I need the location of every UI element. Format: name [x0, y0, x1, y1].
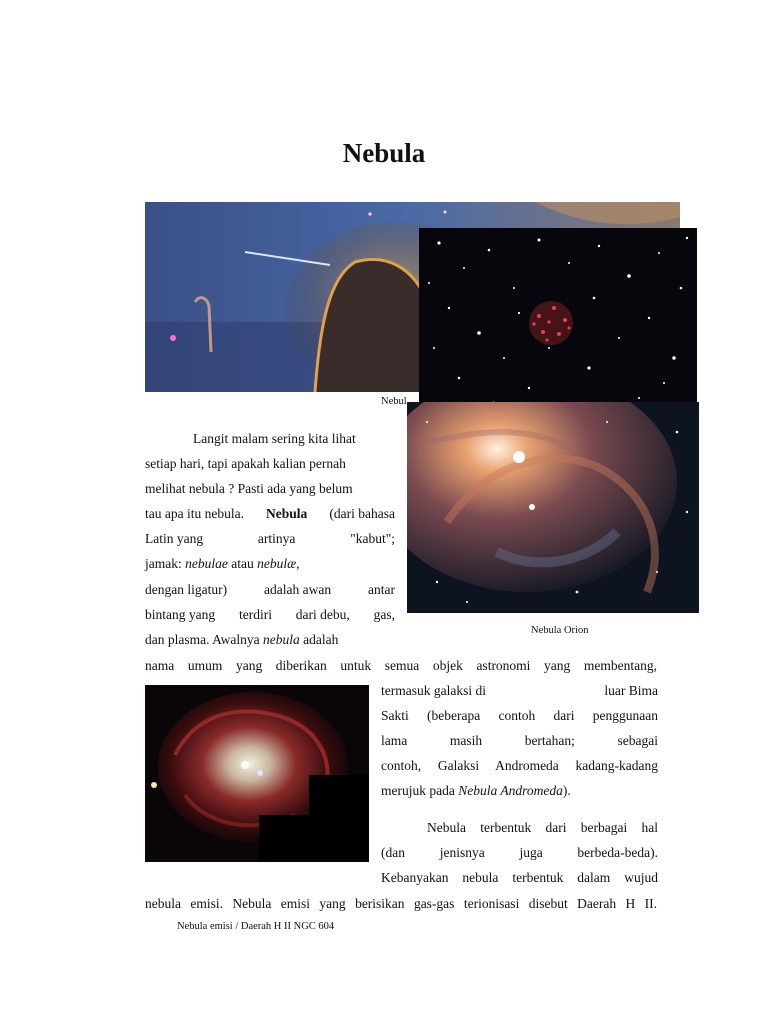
p1-line-6 — [145, 555, 300, 573]
p1-line-10: nama umum yang diberikan untuk semua objek astronomi yang membentang, — [145, 658, 657, 673]
p1-line-5 — [145, 530, 395, 548]
p1-line-6a: jamak: — [145, 556, 182, 571]
p2-line-2d: berbeda-beda). — [577, 845, 658, 860]
p1-line-5a: Latin yang — [145, 531, 204, 546]
orion-caption: Nebula Orion — [531, 625, 589, 636]
p1-line-13a: lama — [381, 733, 408, 748]
p1-line-15c: ). — [562, 783, 571, 798]
p1-line-11 — [381, 682, 658, 700]
p1-line-7c: antar — [368, 582, 395, 597]
p1-line-4a: tau apa itu nebula. — [145, 506, 244, 521]
p1-line-4 — [145, 505, 395, 523]
p1-line-7b: adalah awan — [264, 582, 332, 597]
p1-line-8c: dari debu, — [295, 607, 350, 622]
orion-nebula-image — [407, 402, 699, 613]
p2-line-1: Nebula terbentuk dari berbagai hal — [427, 820, 658, 835]
nebula-italic: nebula — [262, 632, 300, 647]
p1-line-9c: adalah — [303, 632, 339, 647]
p1-line-13 — [381, 732, 658, 750]
top-image-caption: Nebul — [381, 396, 407, 407]
page-title: Nebula — [342, 138, 426, 168]
p1-line-11a: termasuk galaksi di — [381, 683, 486, 698]
p1-line-8d: gas, — [373, 607, 395, 622]
p2-line-2c: juga — [519, 845, 543, 860]
andromeda-italic: Nebula Andromeda — [458, 783, 563, 798]
p2-line-2a: (dan — [381, 845, 405, 860]
p1-line-3: melihat nebula ? Pasti ada yang belum — [145, 481, 353, 496]
p1-line-1 — [193, 430, 395, 448]
p1-line-15a: merujuk pada — [381, 783, 455, 798]
p1-line-8a: bintang yang — [145, 607, 216, 622]
starfield-nebula-image — [419, 228, 697, 416]
p1-line-13b: masih — [449, 733, 483, 748]
nebula-term: Nebula — [266, 506, 308, 521]
p1-line-11b: luar Bima — [604, 683, 658, 698]
p2-line-3: Kebanyakan nebula terbentuk dalam wujud — [381, 870, 658, 885]
p1-line-14: contoh, Galaksi Andromeda kadang-kadang — [381, 758, 658, 773]
p1-line-12: Sakti (beberapa contoh dari penggunaan — [381, 708, 658, 723]
p2-line-4: nebula emisi. Nebula emisi yang berisikan gas-gas terionisasi disebut Daerah H II. — [145, 896, 657, 911]
p1-line-6e: , — [296, 556, 300, 571]
p1-line-13d: sebagai — [617, 733, 658, 748]
p1-line-8b: terdiri — [238, 607, 272, 622]
p1-line-7 — [145, 581, 395, 599]
p2-line-2b: jenisnya — [439, 845, 485, 860]
p1-line-15 — [381, 782, 571, 800]
p1-line-9 — [145, 631, 338, 649]
p1-line-13c: bertahan; — [524, 733, 575, 748]
p1-line-6c: atau — [231, 556, 254, 571]
p1-line-9a: dan plasma. Awalnya — [145, 632, 260, 647]
p1-line-4c: (dari bahasa — [329, 506, 395, 521]
p1-line-5c: "kabut"; — [350, 531, 395, 546]
ngc604-caption: Nebula emisi / Daerah H II NGC 604 — [177, 921, 335, 932]
plural-nebulae-ligature: nebulæ — [257, 556, 297, 571]
p1-line-2: setiap hari, tapi apakah kalian pernah — [145, 456, 346, 471]
p1-line-7a: dengan ligatur) — [145, 582, 228, 597]
ngc604-nebula-image — [145, 685, 369, 862]
p1-text-1: Langit malam sering kita lihat — [193, 431, 356, 446]
p2-line-2 — [381, 844, 658, 862]
plural-nebulae: nebulae — [185, 556, 228, 571]
p1-line-5b: artinya — [257, 531, 296, 546]
p1-line-8 — [145, 606, 395, 624]
